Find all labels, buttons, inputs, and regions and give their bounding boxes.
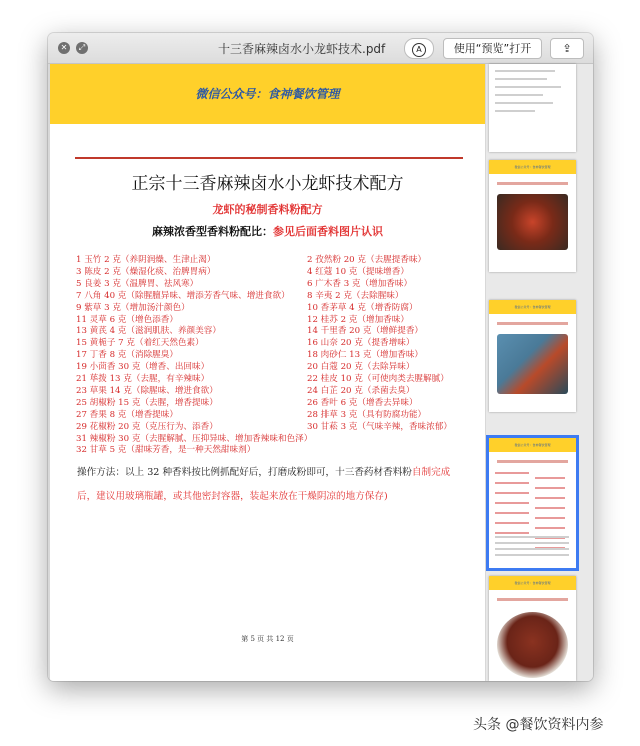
ratio-label: 麻辣浓香型香料粉配比：	[152, 225, 273, 238]
open-with-preview-button[interactable]: 使用“预览”打开	[443, 38, 542, 59]
ingredient-item: 31 辣椒粉 30 克（去腥解腻、压抑异味、增加香辣味和色泽）	[76, 433, 313, 444]
ingredient-item: 17 丁香 8 克（消除腥臭）	[76, 350, 178, 361]
ingredient-item: 19 小茴香 30 克（增香、出回味）	[76, 362, 210, 373]
thumbnail-text-line	[495, 554, 569, 556]
thumbnail-text-line	[535, 477, 565, 479]
thumbnail-banner: 微信公众号：食神餐饮管理	[514, 165, 551, 169]
ingredient-item: 26 香叶 6 克（增香去异味）	[307, 397, 418, 408]
thumbnail-page-2[interactable]	[489, 160, 576, 272]
thumbnail-text-line	[495, 542, 569, 544]
ingredient-item: 2 孜然粉 20 克（去腥提香味）	[307, 255, 427, 265]
ingredient-item: 20 白蔻 20 克（去除异味）	[307, 362, 415, 373]
ingredient-item: 3 陈皮 2 克（燥湿化痰、治脾胃病）	[76, 266, 216, 277]
thumbnail-text-line	[535, 527, 565, 529]
ingredient-item: 1 玉竹 2 克（养阴润燥、生津止渴）	[76, 255, 216, 265]
title-bar	[48, 33, 593, 64]
thumbnail-text-line	[495, 536, 569, 538]
ingredient-item: 22 桂皮 10 克（可使肉类去腥解腻）	[307, 374, 449, 384]
close-icon[interactable]: ✕	[58, 42, 70, 54]
ingredient-item: 21 荜拨 13 克（去腥，有辛辣味）	[76, 374, 210, 384]
ingredient-item: 10 香茅草 4 克（增香防腐）	[307, 302, 418, 313]
ingredient-item: 4 红蔻 10 克（提味增香）	[307, 266, 409, 277]
ratio-heading	[50, 223, 485, 239]
thumbnail-text-line	[495, 502, 529, 504]
crayfish-photo	[497, 194, 568, 250]
ingredient-item: 5 良姜 3 克（温脾胃、祛风寒）	[76, 278, 199, 289]
window-title: 十三香麻辣卤水小龙虾技术.pdf	[218, 42, 386, 56]
thumbnail-text-line	[535, 487, 565, 489]
page-number: 第 5 页 共 12 页	[241, 635, 294, 643]
ingredient-item: 23 草果 14 克（除腥味、增进食欲）	[76, 385, 218, 396]
page-subtitle: 龙虾的秘制香料粉配方	[212, 203, 323, 216]
ingredient-item: 30 甘菘 3 克（气味辛辣，香味浓郁）	[307, 421, 452, 432]
ingredient-item: 8 辛夷 2 克（去除腥味）	[307, 290, 404, 301]
ingredient-item: 28 排草 3 克（具有防腐功能）	[307, 409, 427, 420]
thumbnail-page-1[interactable]	[489, 64, 576, 152]
thumbnail-text-line	[535, 497, 565, 499]
thumbnail-page-5[interactable]	[489, 438, 576, 568]
crayfish-hand-photo	[497, 334, 568, 394]
thumbnail-banner: 微信公众号：食神餐饮管理	[514, 305, 551, 309]
share-button[interactable]	[550, 38, 584, 59]
ingredient-item: 15 黄栀子 7 克（着红天然色素）	[76, 338, 204, 349]
document-area	[48, 64, 593, 681]
ingredient-item: 11 灵草 6 克（增色添香）	[76, 314, 178, 325]
thumbnail-banner: 微信公众号：食神餐饮管理	[514, 581, 551, 585]
fullscreen-icon[interactable]: ⤢	[76, 42, 88, 54]
thumbnail-text-line	[495, 472, 529, 474]
ratio-note: 参见后面香料图片认识	[273, 225, 383, 238]
ingredient-item: 12 桂苏 2 克（增加香味）	[307, 314, 409, 325]
method-text-red: 自制完成后，建议用玻璃瓶罐，或其他密封容器，装起来放在干燥阴凉的地方保存)	[77, 467, 451, 502]
ingredient-item: 13 黄芪 4 克（滋润肌肤、养颜美容）	[76, 326, 221, 337]
pdf-page[interactable]	[50, 64, 485, 681]
thumbnail-text-line	[535, 507, 565, 509]
share-icon: ⇪	[562, 42, 572, 55]
page-title: 正宗十三香麻辣卤水小龙虾技术配方	[131, 174, 404, 194]
thumbnail-text-line	[495, 532, 529, 534]
thumbnail-page-6[interactable]	[489, 576, 576, 681]
ingredient-item: 29 花椒粉 20 克（克压行为、添香）	[76, 421, 218, 432]
ingredient-item: 27 香果 8 克（增香提味）	[76, 409, 178, 420]
method-text: 操作方法：以上 32 种香料按比例抓配好后，打磨成粉即可，十三香药材香料粉	[77, 467, 412, 478]
ingredient-item: 14 千里香 20 克（增鲜提香）	[307, 326, 424, 337]
ingredient-item: 9 紫草 3 克（增加汤汁颜色）	[76, 302, 190, 313]
markup-button[interactable]	[404, 38, 434, 59]
thumbnail-sidebar	[486, 64, 593, 681]
thumbnail-text-line	[495, 512, 529, 514]
toutiao-watermark: 头条 @餐饮资料内参	[473, 717, 604, 733]
ingredient-item: 7 八角 40 克（除腥膻异味、增添芳香气味、增进食欲）	[76, 290, 290, 301]
red-divider	[75, 157, 463, 159]
spice-powder-photo	[497, 612, 568, 678]
thumbnail-text-line	[495, 522, 529, 524]
thumbnail-text-line	[495, 548, 569, 550]
ingredient-item: 32 甘草 5 克（甜味芳香，是一种天然甜味剂）	[76, 445, 256, 456]
ingredient-item: 25 胡椒粉 15 克（去腥，增香提味）	[76, 397, 218, 408]
ingredient-item: 6 广木香 3 克（增加香味）	[307, 278, 413, 289]
banner-text: 微信公众号：食神餐饮管理	[195, 87, 340, 101]
markup-pen-icon: A	[412, 43, 426, 57]
method-paragraph	[77, 461, 467, 509]
thumbnail-banner: 微信公众号：食神餐饮管理	[514, 443, 551, 447]
page-banner	[50, 64, 485, 124]
thumbnail-page-3[interactable]	[489, 300, 576, 412]
thumbnail-text-line	[495, 482, 529, 484]
thumbnail-text-line	[495, 492, 529, 494]
ingredient-item: 18 肉砂仁 13 克（增加香味）	[307, 350, 424, 361]
thumbnail-text-line	[535, 517, 565, 519]
ingredient-item: 16 山奈 20 克（提香增味）	[307, 338, 415, 349]
preview-window	[48, 33, 593, 681]
ingredient-item: 24 白芷 20 克（杀菌去臭）	[307, 385, 415, 396]
